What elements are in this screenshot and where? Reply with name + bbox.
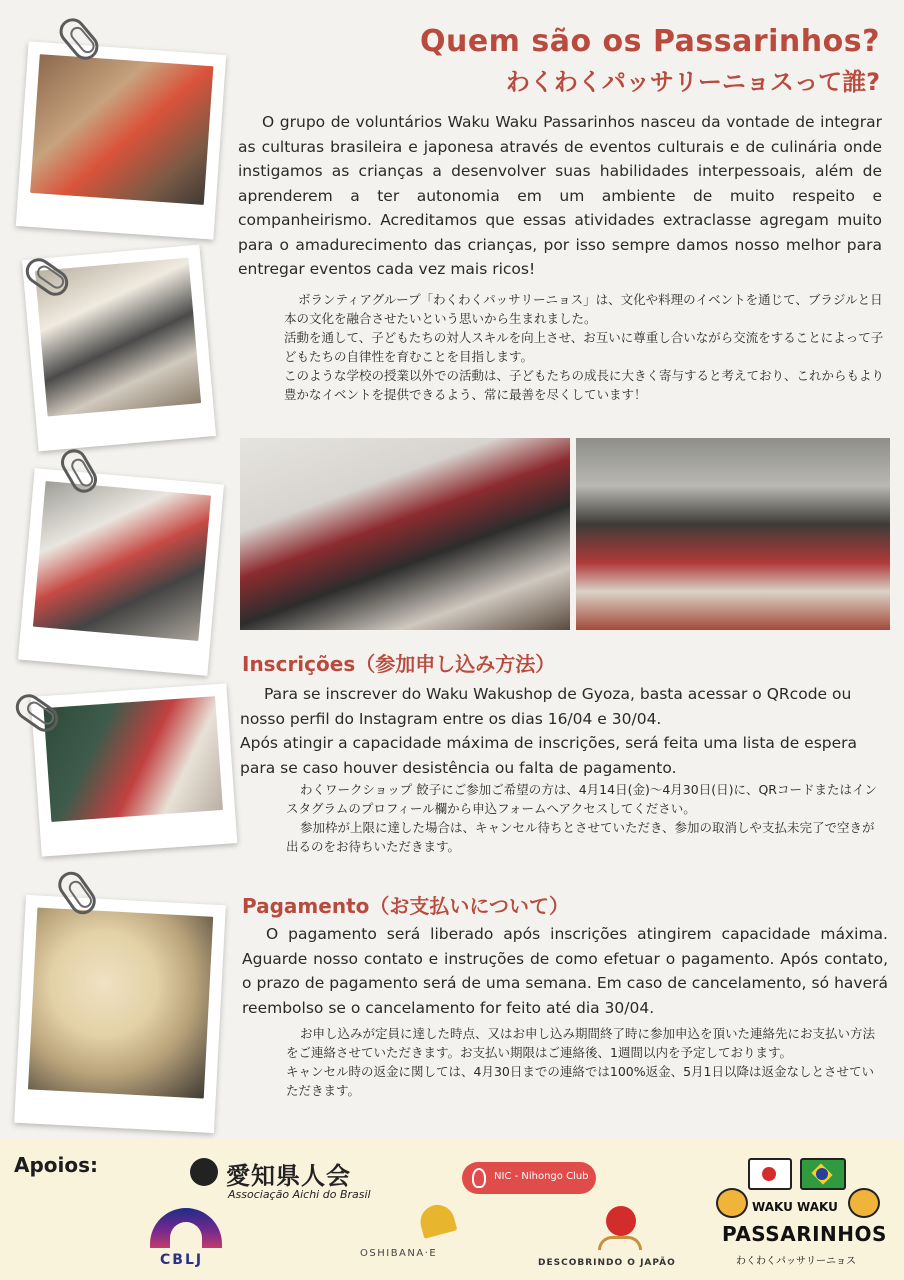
cblj-logo-text: CBLJ: [160, 1252, 204, 1268]
page-subtitle-jp: わくわくパッサリーニョスって誰?: [505, 68, 880, 96]
inscricoes-jp-line-1: わくワークショップ 餃子にご参加ご希望の方は、4月14日(金)〜4月30日(日)に、QRコードまたはインスタグラムのプロフィール欄から申込フォームへアクセスしてください。: [286, 782, 877, 816]
inscricoes-paragraph-1: Para se inscrever do Waku Wakushop de Gyoza, basta acessar o QRcode ou nosso perfil do Instagram entre os dias 16/04 e 30/04.: [240, 685, 852, 728]
brazil-flag-icon: [800, 1158, 846, 1190]
polaroid-photo-1: [16, 41, 226, 239]
intro-paragraph-jp: [284, 290, 884, 404]
nic-logo-text: NIC - Nihongo Club: [494, 1171, 589, 1182]
inscricoes-paragraph-jp: [286, 780, 886, 856]
oshibana-logo-text: OSHIBANA·E: [360, 1248, 438, 1259]
section-heading-pagamento: Pagamento（お支払いについて）: [242, 894, 569, 918]
waku-logo-text: WAKU WAKU: [752, 1200, 838, 1214]
page-title: Quem são os Passarinhos?: [419, 24, 880, 59]
japan-flag-icon: [748, 1158, 792, 1190]
rising-sun-icon: [606, 1206, 636, 1236]
aichi-logo-jp: 愛知県人会: [226, 1162, 351, 1190]
pagamento-jp-line-2: キャンセル時の返金に関しては、4月30日までの連絡では100%返金、5月1日以降は返金なしとさせていただきます。: [286, 1064, 875, 1098]
cblj-logo-arc: [170, 1222, 202, 1248]
pagamento-jp-line-1: お申し込みが定員に達した時点、又はお申し込み期間終了時に参加申込を頂いた連絡先にお支払い方法をご連絡させていただきます。お支払い期限はご連絡後、1週間以内を予定しております。: [286, 1026, 876, 1060]
passarinhos-logo-text: PASSARINHOS: [722, 1222, 887, 1246]
aichi-logo-pt: Associação Aichi do Brasil: [228, 1188, 371, 1201]
descobrindo-logo-text: DESCOBRINDO O JAPÃO: [538, 1258, 676, 1268]
arc-icon: [598, 1236, 642, 1250]
bird-mascot-left-icon: [716, 1188, 748, 1218]
supporters-heading: Apoios:: [14, 1153, 99, 1177]
aichi-logo-icon: [190, 1158, 218, 1186]
intro-jp-line-2: 活動を通して、子どもたちの対人スキルを向上させ、お互いに尊重し合いながら交流をすることによって子どもたちの自律性を育むことを目指します。: [284, 330, 884, 364]
bird-mascot-right-icon: [848, 1188, 880, 1218]
section-heading-inscricoes: Inscrições（参加申し込み方法）: [242, 652, 556, 676]
pagamento-paragraph-pt: O pagamento será liberado após inscrições atingirem capacidade máxima. Aguarde nosso contato e instruções de como efetuar o pagamento. Após contato, o prazo de pagamento será de uma semana. Em caso de cancelamento, só haverá reembolso se o cancelamento for feito até dia 30/04.: [242, 925, 888, 1017]
nic-logo: [462, 1162, 596, 1194]
intro-jp-line-3: このような学校の授業以外での活動は、子どもたちの成長に大きく寄与すると考えており、これからもより豊かなイベントを提供できるよう、常に最善を尽くしています！: [284, 368, 885, 402]
polaroid-photo-4: [31, 683, 238, 856]
group-photo-circle: [240, 438, 570, 630]
waku-logo-jp-text: わくわくパッサリーニョス: [736, 1256, 856, 1267]
intro-jp-line-1: ボランティアグループ「わくわくパッサリーニョス」は、文化や料理のイベントを通じて、ブラジルと日本の文化を融合させたいという思いから生まれました。: [284, 292, 883, 326]
pagamento-paragraph-jp: [286, 1024, 886, 1100]
polaroid-photo-3: [18, 468, 224, 676]
intro-paragraph-pt: O grupo de voluntários Waku Waku Passarinhos nasceu da vontade de integrar as culturas brasileira e japonesa através de eventos culturais e de culinária onde instigamos as crianças a desenvolver suas habilidades interpessoais, além de aprenderem a ter autonomia em um ambiente de muito respeito e companheirismo. Acreditamos que essas atividades extraclasse agregam muito para o amadurecimento das crianças, por isso sempre damos nosso melhor para entregar eventos cada vez mais ricos!: [238, 113, 882, 278]
inscricoes-paragraph-2: Após atingir a capacidade máxima de inscrições, será feita uma lista de espera para se caso houver desistência ou falta de pagamento.: [240, 734, 858, 777]
group-photo-team: [576, 438, 890, 630]
inscricoes-jp-line-2: 参加枠が上限に達した場合は、キャンセル待ちとさせていただき、参加の取消しや支払未完了で空きが出るのをお待ちいただきます。: [286, 820, 875, 854]
polaroid-photo-5: [14, 895, 226, 1133]
nic-leaf-icon: [472, 1168, 486, 1188]
